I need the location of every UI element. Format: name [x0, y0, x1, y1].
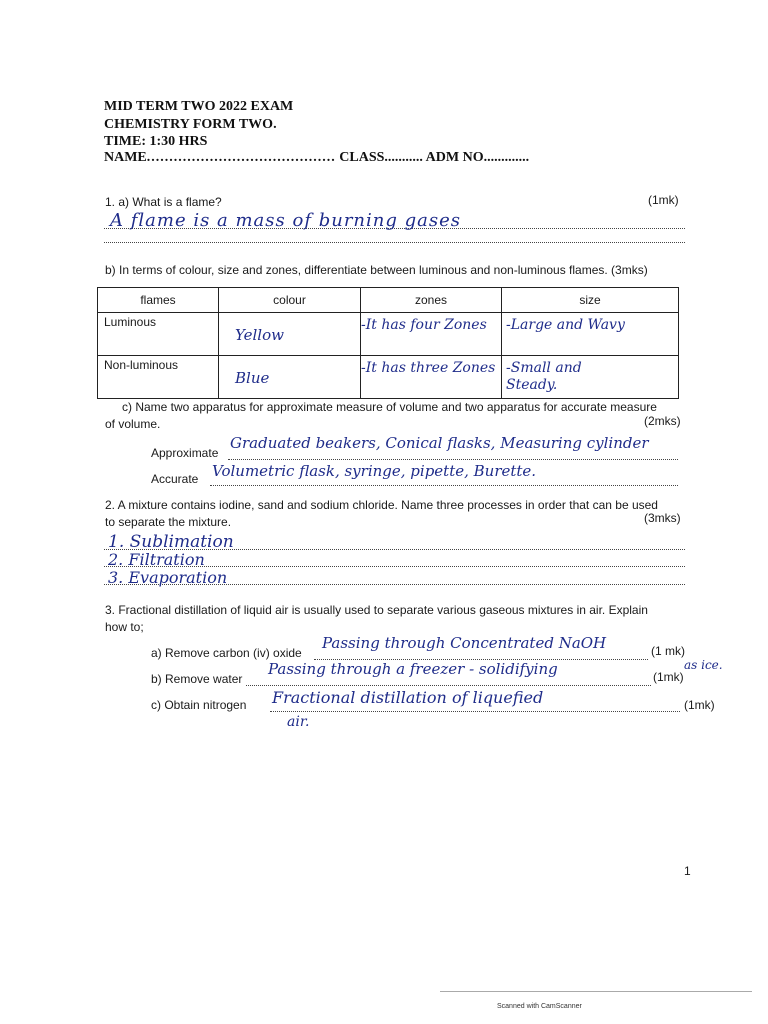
accurate-label: Accurate: [151, 472, 199, 486]
q3b-marks: (1mk): [653, 670, 684, 684]
row-flame-type: Non-luminous: [98, 356, 219, 399]
row-colour: Yellow: [235, 326, 284, 344]
table-row: [98, 313, 679, 356]
row-zones: -It has four Zones: [361, 317, 487, 333]
approximate-answer: Graduated beakers, Conical flasks, Measuring cylinder: [230, 434, 649, 452]
q3-question-line2: how to;: [105, 620, 144, 634]
accurate-answer: Volumetric flask, syringe, pipette, Burette.: [212, 462, 537, 480]
q1a-answer: A flame is a mass of burning gases: [110, 210, 461, 231]
header-size: size: [502, 288, 679, 313]
header-colour: colour: [219, 288, 361, 313]
accurate-answer-line: [210, 485, 678, 486]
q3a-marks: (1 mk): [651, 644, 685, 658]
q3c-label: c) Obtain nitrogen: [151, 698, 247, 712]
exam-title: MID TERM TWO 2022 EXAM: [104, 99, 294, 114]
q3a-answer: Passing through Concentrated NaOH: [322, 634, 607, 652]
q2-question-line2: to separate the mixture.: [105, 515, 232, 529]
row-zones: -It has three Zones: [361, 360, 496, 376]
row-size: -Small and Steady.: [506, 360, 582, 393]
q3b-label: b) Remove water: [151, 672, 243, 686]
subject-title: CHEMISTRY FORM TWO.: [104, 117, 277, 132]
q1a-question: 1. a) What is a flame?: [105, 195, 222, 209]
q2-answer-3: 3. Evaporation: [108, 568, 228, 587]
table-row: [98, 356, 679, 399]
class-label: CLASS: [339, 150, 385, 165]
name-label: NAME: [104, 150, 147, 165]
q1c-question-line1: c) Name two apparatus for approximate measure of volume and two apparatus for accurate measure: [122, 400, 657, 414]
q1a-marks: (1mk): [648, 193, 679, 207]
row-size: -Large and Wavy: [506, 317, 625, 333]
q1b-question: b) In terms of colour, size and zones, differentiate between luminous and non-luminous flames. (3mks): [105, 263, 648, 277]
header-zones: zones: [361, 288, 502, 313]
q3c-answer-line: [270, 711, 680, 712]
row-colour: Blue: [235, 369, 270, 387]
q3c-answer: Fractional distillation of liquefied: [272, 688, 544, 707]
adm-label: ADM NO: [425, 150, 484, 165]
scanner-watermark: Scanned with CamScanner: [497, 1003, 582, 1010]
approximate-answer-line: [228, 459, 678, 460]
q3a-label: a) Remove carbon (iv) oxide: [151, 646, 302, 660]
q1c-question-line2: of volume.: [105, 417, 161, 431]
q3-question-line1: 3. Fractional distillation of liquid air is usually used to separate various gaseous mixtures in air. Explain: [105, 603, 648, 617]
q3c-marks: (1mk): [684, 698, 715, 712]
exam-time: TIME: 1:30 HRS: [104, 134, 208, 149]
q3b-answer: Passing through a freezer - solidifying: [268, 660, 558, 678]
q3b-answer-line: [246, 685, 651, 686]
q2-answer-1: 1. Sublimation: [108, 532, 234, 552]
q2-question-line1: 2. A mixture contains iodine, sand and sodium chloride. Name three processes in order that can be used: [105, 498, 658, 512]
q3c-answer-continued: air.: [287, 714, 310, 730]
row-flame-type: Luminous: [98, 313, 219, 356]
scan-divider: [440, 991, 752, 992]
name-field: NAME.......................................... CLASS........... ADM NO.............: [104, 150, 530, 165]
q2-answer-2: 2. Filtration: [108, 550, 205, 569]
q1a-extra-line: [104, 242, 685, 243]
q3b-answer-extra: as ice.: [684, 658, 723, 672]
approximate-label: Approximate: [151, 446, 219, 460]
page-number: 1: [684, 864, 691, 878]
header-flames: flames: [98, 288, 219, 313]
flames-table: [97, 287, 679, 399]
q2-marks: (3mks): [644, 511, 681, 525]
q1c-marks: (2mks): [644, 414, 681, 428]
table-header-row: [98, 288, 679, 313]
